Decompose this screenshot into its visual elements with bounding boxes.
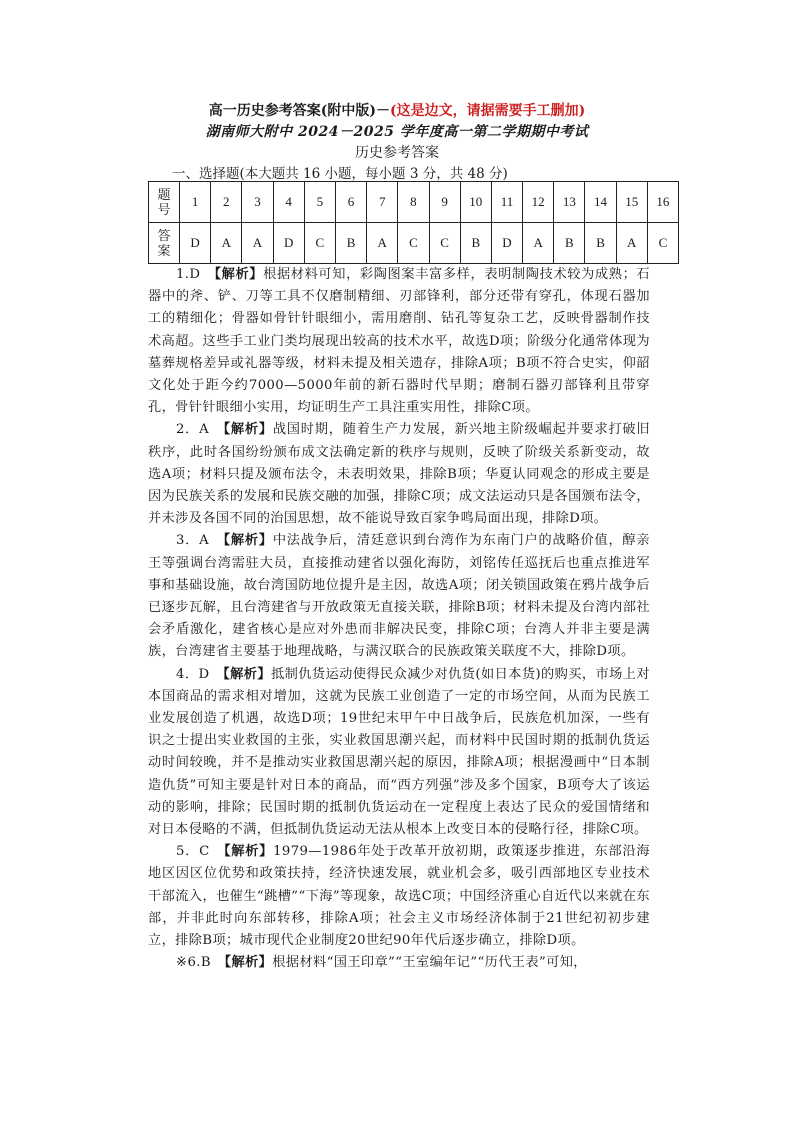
answer-cell: B <box>460 223 491 264</box>
question-answer-head: 4．D <box>176 666 224 682</box>
question-number-cell: 9 <box>429 182 460 223</box>
section-heading: 一、选择题(本大题共 16 小题，每小题 3 分，共 48 分) <box>172 166 508 182</box>
answer-cell: A <box>616 223 647 264</box>
question-number-cell: 3 <box>242 182 273 223</box>
question-number-cell: 7 <box>367 182 398 223</box>
document-running-title <box>0 100 794 120</box>
analysis-text: 根据材料“国王印章”“王室编年记”“历代王表”可知， <box>272 955 587 971</box>
analysis-tag: 【解析】 <box>223 533 273 549</box>
answer-table-row-answers <box>149 223 679 264</box>
analysis-tag: 【解析】 <box>223 422 273 438</box>
question-number-cell: 8 <box>398 182 429 223</box>
row-label-question-number: 题 号 <box>149 182 180 223</box>
answer-cell: A <box>211 223 242 264</box>
analysis-text: 战国时期，随着生产力发展，新兴地主阶级崛起并要求打破旧秩序，此时各国纷纷颁布成文法确定新的秩序与规则，反映了阶级关系新变动，故选A项；材料只提及颁布法令，未表明效果，排除B项；华夏认同观念的形成主要是因为民族关系的发展和民族交融的加强，排除C项；成文法运动只是各国颁布法令，并未涉及各国不同的治国思想，故不能说导致百家争鸣局面出现，排除D项。 <box>148 422 650 527</box>
question-answer-head: ※6.B <box>176 955 225 971</box>
answer-cell: C <box>429 223 460 264</box>
answer-cell: A <box>523 223 554 264</box>
question-number-cell: 16 <box>647 182 678 223</box>
explanation-paragraph <box>148 530 650 663</box>
question-answer-head: 5．C <box>176 844 224 860</box>
question-number-cell: 10 <box>460 182 491 223</box>
analysis-tag: 【解析】 <box>224 955 273 971</box>
answer-cell: C <box>647 223 678 264</box>
explanation-paragraph <box>148 664 650 842</box>
answer-cell: A <box>242 223 273 264</box>
question-number-cell: 4 <box>273 182 304 223</box>
question-number-cell: 5 <box>304 182 335 223</box>
analysis-text: 1979—1986年处于改革开放初期，政策逐步推进，东部沿海地区因区位优势和政策扶持，经济快速发展，就业机会多，吸引西部地区专业技术干部流入，也催生“跳槽”“下海”等现象，故选C项；中国经济重心自近代以来就在东部，并非此时向东部转移，排除A项；社会主义市场经济体制于21世纪初初步建立，排除B项；城市现代企业制度20世纪90年代后逐步确立，排除D项。 <box>148 844 650 949</box>
answer-table <box>148 181 679 264</box>
question-number-cell: 14 <box>585 182 616 223</box>
answer-cell: C <box>304 223 335 264</box>
question-number-cell: 1 <box>180 182 211 223</box>
question-number-cell: 15 <box>616 182 647 223</box>
analysis-text: 根据材料可知，彩陶图案丰富多样，表明制陶技术较为成熟；石器中的斧、铲、刀等工具不仅磨制精细、刃部锋利，部分还带有穿孔，体现石器加工的精细化；骨器如骨针针眼细小，需用磨削、钻孔等复杂工艺，反映骨器制作技术高超。这些手工业门类均展现出较高的技术水平，故选D项；阶级分化通常体现为墓葬规格差异或礼器等级，材料未提及相关遗存，排除A项；B项不符合史实，仰韶文化处于距今约7000—5000年前的新石器时代早期；磨制石器刃部锋利且带穿孔，骨针针眼细小实用，均证明生产工具注重实用性，排除C项。 <box>148 267 650 416</box>
answer-cell: C <box>398 223 429 264</box>
explanation-paragraph <box>148 841 650 952</box>
answer-cell: D <box>273 223 304 264</box>
question-number-cell: 12 <box>523 182 554 223</box>
answer-cell: B <box>554 223 585 264</box>
question-number-cell: 6 <box>335 182 366 223</box>
question-answer-head: 1.D <box>176 267 215 282</box>
answer-cell: B <box>335 223 366 264</box>
explanation-paragraph <box>148 952 650 974</box>
row-label-answer: 答 案 <box>149 223 180 264</box>
analysis-text: 中法战争后，清廷意识到台湾作为东南门户的战略价值，醇亲王等强调台湾需驻大员，直接推动建省以强化海防，刘铭传任巡抚后也重点推进军事和基础设施，故台湾国防地位提升是主因，故选A项；闭关锁国政策在鸦片战争后已逐步瓦解，且台湾建省与开放政策无直接关联，排除B项；材料未提及台湾内部社会矛盾激化，建省核心是应对外患而非解决民变，排除C项；台湾人并非主要是满族，台湾建省主要基于地理战略，与满汉联合的民族政策关联度不大，排除D项。 <box>148 533 650 660</box>
answer-cell: B <box>585 223 616 264</box>
answer-cell: D <box>491 223 522 264</box>
document-title: 历史参考答案 <box>355 145 439 161</box>
answer-cell: A <box>367 223 398 264</box>
title-edit-note: (这是边文，请据需要手工删加) <box>390 103 586 119</box>
exam-subtitle: 湖南师大附中 2024－2025 学年度高一第二学期期中考试 <box>205 124 589 140</box>
question-number-cell: 2 <box>211 182 242 223</box>
question-number-cell: 13 <box>554 182 585 223</box>
analysis-tag: 【解析】 <box>214 267 264 282</box>
question-answer-head: 3．A <box>176 533 224 549</box>
analysis-tag: 【解析】 <box>223 844 274 860</box>
answer-cell: D <box>180 223 211 264</box>
question-number-cell: 11 <box>491 182 522 223</box>
question-answer-head: 2．A <box>176 422 224 438</box>
explanation-paragraph <box>148 419 650 530</box>
title-main: 高一历史参考答案(附中版)－ <box>208 103 390 119</box>
analysis-text: 抵制仇货运动使得民众减少对仇货(如日本货)的购买，市场上对本国商品的需求相对增加，这就为民族工业创造了一定的市场空间，从而为民族工业发展创造了机遇，故选D项；19世纪末甲午中日战争后，民族危机加深，一些有识之士提出实业救国的主张，实业救国思潮兴起，而材料中民国时期的抵制仇货运动时间较晚，并不是推动实业救国思潮兴起的原因，排除A项；根据漫画中“日本制造仇货”可知主要是针对日本的商品，而“西方列强”涉及多个国家，B项夸大了该运动的影响，排除；民国时期的抵制仇货运动在一定程度上表达了民众的爱国情绪和对日本侵略的不满，但抵制仇货运动无法从根本上改变日本的侵略行径，排除C项。 <box>148 666 650 838</box>
explanation-paragraph <box>148 264 650 419</box>
analysis-tag: 【解析】 <box>223 666 271 682</box>
explanation-list <box>148 264 650 975</box>
answer-table-row-numbers <box>149 182 679 223</box>
